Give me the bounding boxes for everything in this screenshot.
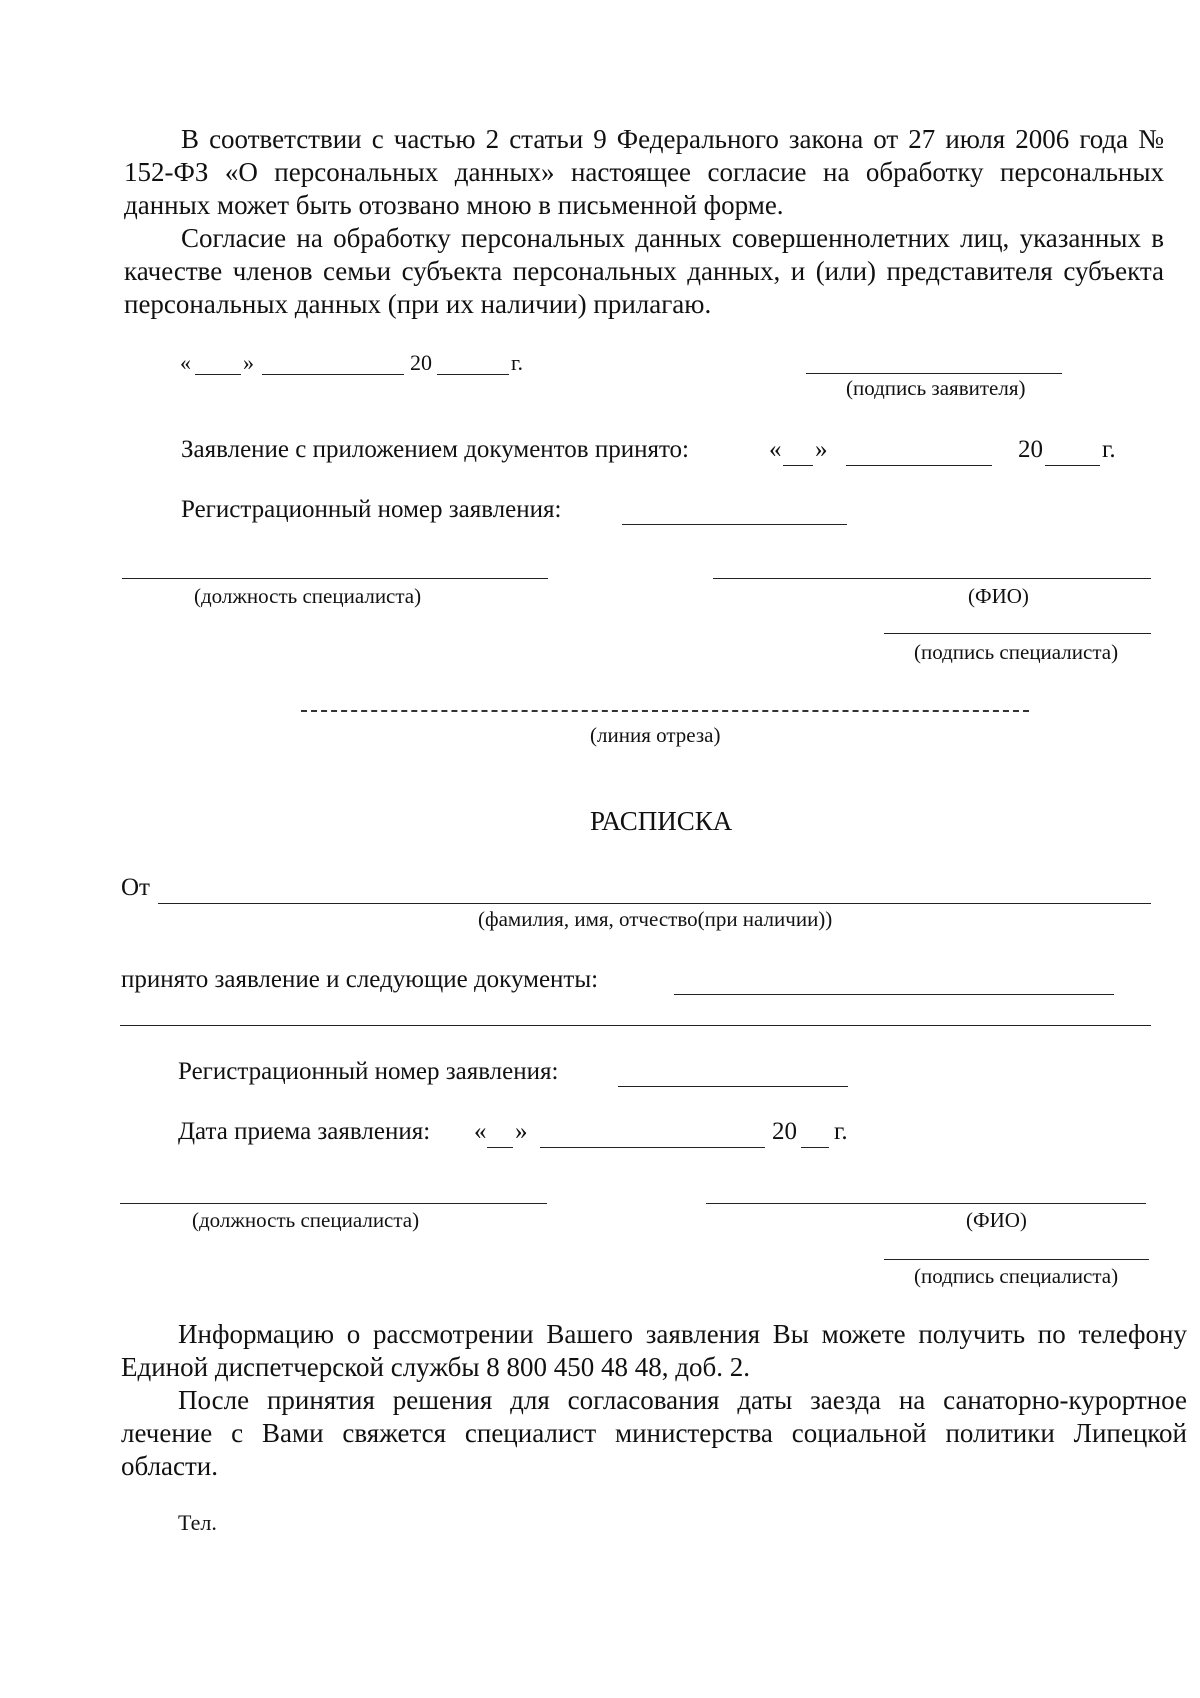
receipt-date-close-quote: » bbox=[515, 1118, 528, 1145]
receipt-title: РАСПИСКА bbox=[590, 806, 733, 836]
receipt-specialist-signature-line[interactable] bbox=[884, 1259, 1149, 1260]
applicant-year-suffix: г. bbox=[511, 350, 524, 375]
consent-paragraph-1: В соответствии с частью 2 статьи 9 Федерального закона от 27 июля 2006 года № 152-ФЗ «О персональных данных» настоящее согласие на обработку персональных данных может быть отозвано мною в письменной форме. bbox=[124, 124, 1164, 220]
specialist-signature-caption: (подпись специалиста) bbox=[914, 640, 1119, 664]
applicant-day-blank[interactable] bbox=[195, 374, 241, 375]
specialist-position-line[interactable] bbox=[122, 578, 548, 579]
receipt-specialist-name-caption: (ФИО) bbox=[966, 1208, 1027, 1232]
specialist-signature-line[interactable] bbox=[884, 633, 1151, 634]
info-paragraph-1: Информацию о рассмотрении Вашего заявления Вы можете получить по телефону Единой диспетчерской службы 8 800 450 48 48, доб. 2. bbox=[121, 1319, 1187, 1382]
receipt-documents-line-2[interactable] bbox=[120, 1025, 1151, 1026]
receipt-documents-blank[interactable] bbox=[674, 994, 1114, 995]
specialist-name-caption: (ФИО) bbox=[968, 584, 1029, 608]
receipt-year-suffix: г. bbox=[834, 1118, 848, 1145]
receipt-date-open-quote: « bbox=[474, 1118, 487, 1145]
receipt-date-label: Дата приема заявления: bbox=[178, 1118, 431, 1145]
cut-line bbox=[301, 710, 1029, 712]
receipt-month-blank[interactable] bbox=[540, 1147, 765, 1148]
acceptance-close-quote: » bbox=[815, 436, 828, 463]
acceptance-month-blank[interactable] bbox=[846, 465, 992, 466]
reg-number-label: Регистрационный номер заявления: bbox=[181, 496, 562, 523]
acceptance-label: Заявление с приложением документов принято: bbox=[181, 436, 689, 463]
receipt-specialist-signature-caption: (подпись специалиста) bbox=[914, 1264, 1119, 1288]
applicant-date-close-quote: » bbox=[243, 350, 254, 375]
receipt-specialist-position-caption: (должность специалиста) bbox=[192, 1208, 420, 1232]
applicant-signature-line[interactable] bbox=[806, 373, 1062, 374]
consent-paragraph-2: Согласие на обработку персональных данных совершеннолетних лиц, указанных в качестве членов семьи субъекта персональных данных, и (или) представителя субъекта персональных данных (при их наличии) прилагаю. bbox=[124, 223, 1164, 319]
specialist-name-line[interactable] bbox=[713, 578, 1151, 579]
applicant-year-blank[interactable] bbox=[437, 374, 509, 375]
receipt-documents-label: принято заявление и следующие документы: bbox=[121, 966, 599, 993]
acceptance-year-prefix: 20 bbox=[1018, 436, 1043, 463]
receipt-from-line[interactable] bbox=[158, 903, 1151, 904]
acceptance-year-blank[interactable] bbox=[1045, 465, 1100, 466]
applicant-year-prefix: 20 bbox=[410, 350, 432, 375]
phone-label: Тел. bbox=[178, 1510, 217, 1535]
applicant-signature-caption: (подпись заявителя) bbox=[846, 376, 1026, 400]
acceptance-year-suffix: г. bbox=[1102, 436, 1116, 463]
applicant-date-open-quote: « bbox=[180, 350, 191, 375]
applicant-month-blank[interactable] bbox=[262, 374, 404, 375]
reg-number-blank[interactable] bbox=[622, 524, 847, 525]
cut-line-caption: (линия отреза) bbox=[590, 723, 721, 747]
receipt-from-label: От bbox=[121, 874, 150, 901]
receipt-year-blank[interactable] bbox=[801, 1147, 829, 1148]
receipt-specialist-name-line[interactable] bbox=[706, 1203, 1146, 1204]
receipt-year-prefix: 20 bbox=[772, 1118, 797, 1145]
acceptance-open-quote: « bbox=[769, 436, 782, 463]
receipt-from-caption: (фамилия, имя, отчество(при наличии)) bbox=[478, 907, 833, 931]
specialist-position-caption: (должность специалиста) bbox=[194, 584, 422, 608]
receipt-reg-number-label: Регистрационный номер заявления: bbox=[178, 1058, 559, 1085]
info-paragraph-2: После принятия решения для согласования даты заезда на санаторно-курортное лечение с Вами свяжется специалист министерства социальной политики Липецкой области. bbox=[121, 1385, 1187, 1481]
receipt-specialist-position-line[interactable] bbox=[120, 1203, 547, 1204]
acceptance-day-blank[interactable] bbox=[783, 465, 813, 466]
receipt-reg-number-blank[interactable] bbox=[618, 1086, 848, 1087]
receipt-day-blank[interactable] bbox=[487, 1147, 513, 1148]
